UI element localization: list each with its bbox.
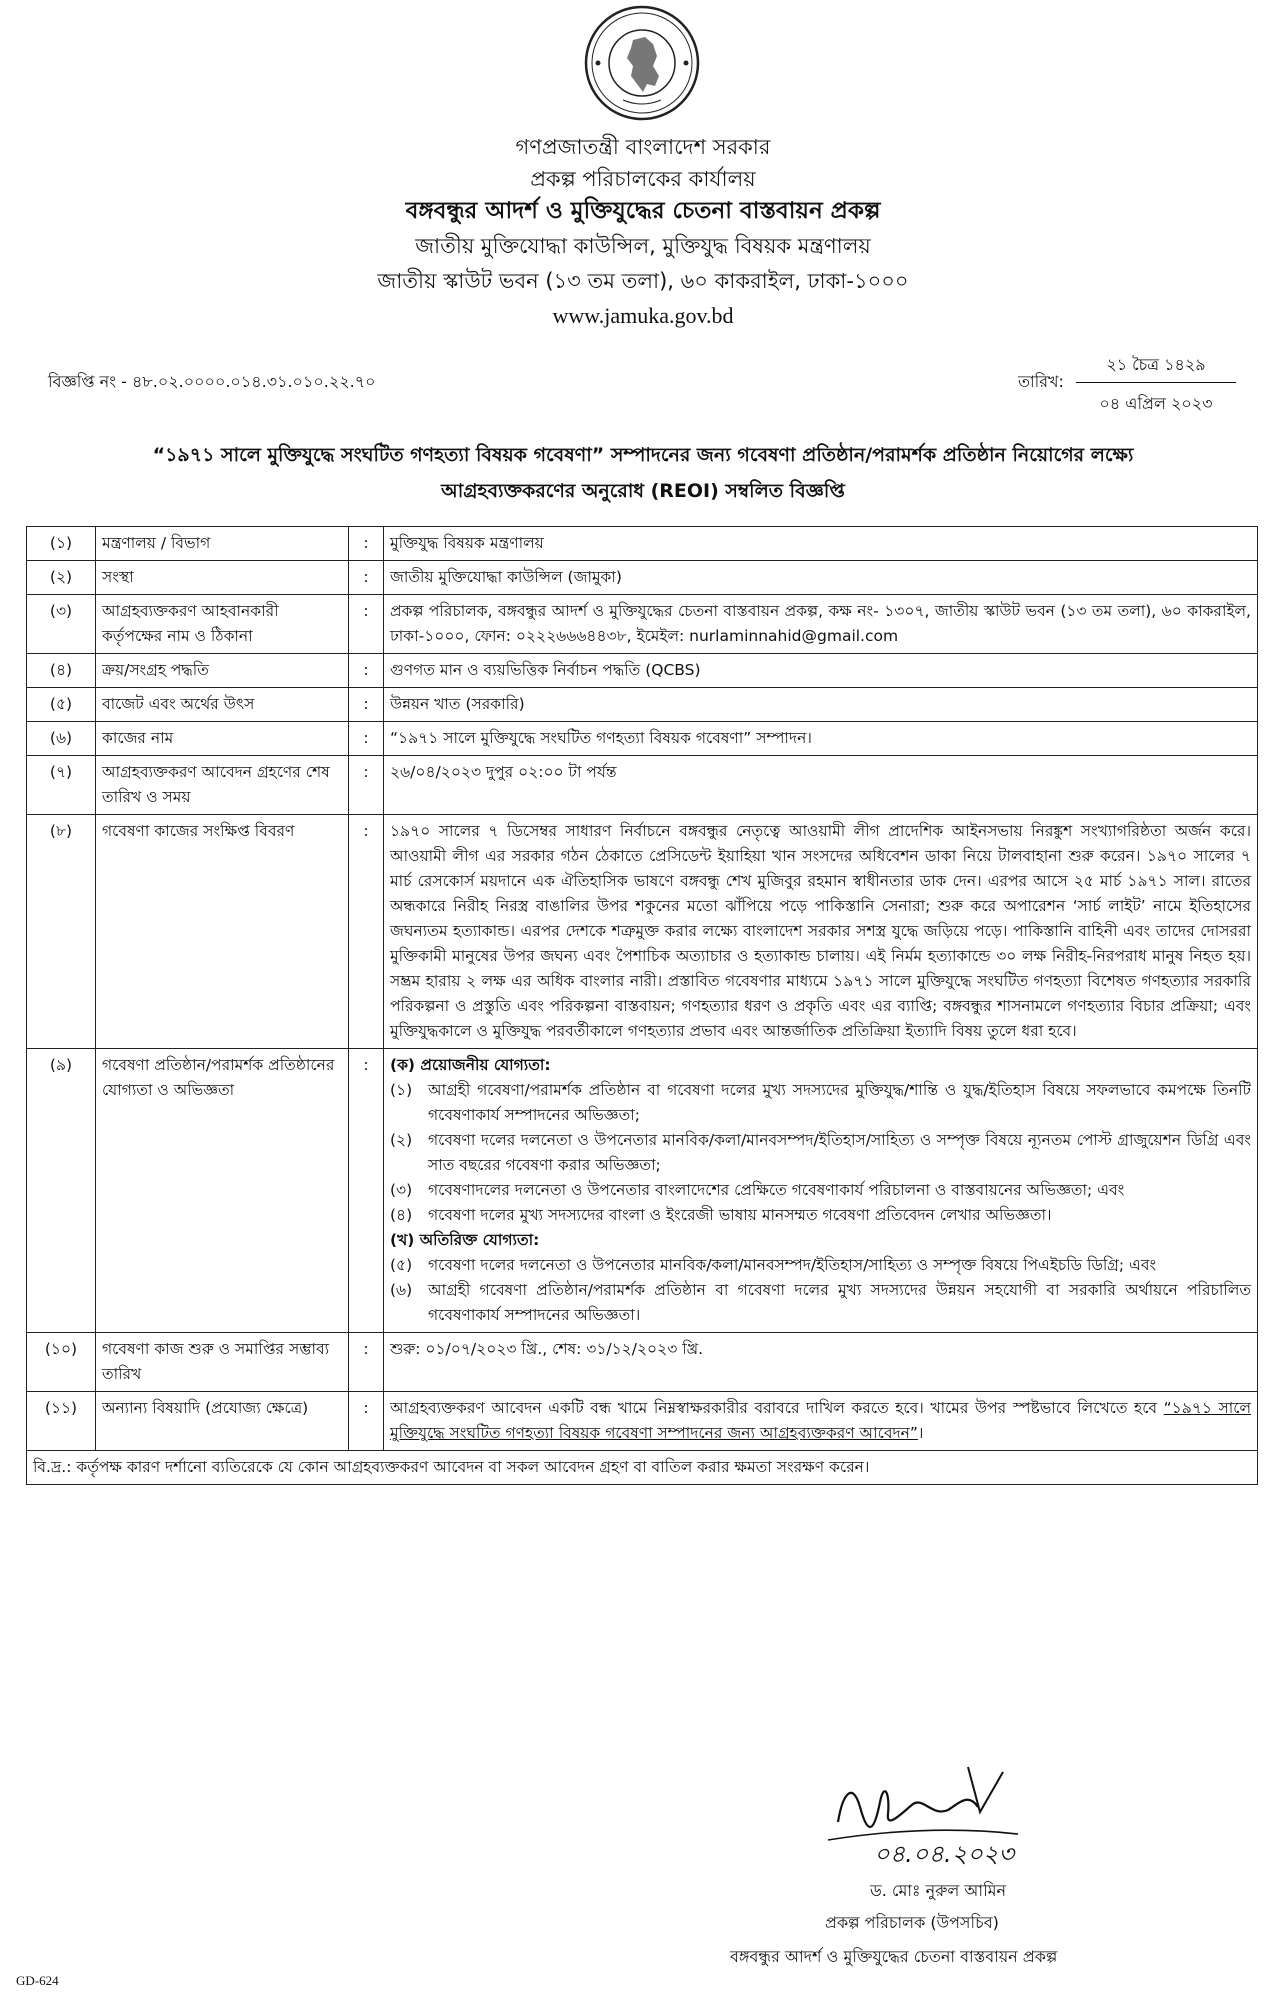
row-number: (৪) xyxy=(27,654,96,688)
table-row xyxy=(27,1049,1258,1333)
list-item xyxy=(390,1078,1251,1128)
table-row xyxy=(27,595,1258,654)
row-colon: : xyxy=(349,561,384,595)
row-colon: : xyxy=(349,1392,384,1451)
row-value: ২৬/০৪/২০২৩ দুপুর ০২:০০ টা পর্যন্ত xyxy=(384,756,1258,815)
additional-qualifications-heading: (খ) অতিরিক্ত যোগ্যতা: xyxy=(390,1231,540,1249)
row-number: (১) xyxy=(27,527,96,561)
signatory-name: ড. মোঃ নুরুল আমিন xyxy=(870,1881,1007,1900)
row-colon: : xyxy=(349,527,384,561)
list-item xyxy=(390,1128,1251,1178)
table-row xyxy=(27,561,1258,595)
website-link[interactable]: www.jamuka.gov.bd xyxy=(552,303,734,328)
row-label: সংস্থা xyxy=(96,561,349,595)
item-text: গবেষণা দলের দলনেতা ও উপনেতার মানবিক/কলা/মানবসম্পদ/ইতিহাস/সাহিত্য ও সম্পৃক্ত বিষয়ে ন্যূনতম পোস্ট গ্রাজুয়েশন ডিগ্রি এবং সাত বছরের গবেষণা করার অভিজ্ঞতা; xyxy=(428,1131,1251,1174)
row-label: আগ্রহব্যক্তকরণ আবেদন গ্রহণের শেষ তারিখ ও সময় xyxy=(96,756,349,815)
row-value: গুণগত মান ও ব্যয়ভিত্তিক নির্বাচন পদ্ধতি (QCBS) xyxy=(384,654,1258,688)
footnote: বি.দ্র.: কর্তৃপক্ষ কারণ দর্শানো ব্যতিরেকে যে কোন আগ্রহব্যক্তকরণ আবেদন বা সকল আবেদন গ্রহণ বা বাতিল করার ক্ষমতা সংরক্ষণ করেন। xyxy=(27,1451,1258,1485)
row-value: “১৯৭১ সালে মুক্তিযুদ্ধে সংঘটিত গণহত্যা বিষয়ক গবেষণা” সম্পাদন। xyxy=(384,722,1258,756)
row-number: (৭) xyxy=(27,756,96,815)
row-label: কাজের নাম xyxy=(96,722,349,756)
office-name: প্রকল্প পরিচালকের কার্যালয় xyxy=(530,167,756,191)
envelope-label-text: “১৯৭১ সালে মুক্তিযুদ্ধে সংঘটিত গণহত্যা বিষয়ক গবেষণা সম্পাদনের জন্য আগ্রহব্যক্তকরণ আবেদন” xyxy=(390,1399,1251,1442)
footer-code: GD-624 xyxy=(16,1973,59,1988)
row-colon: : xyxy=(349,595,384,654)
table-row xyxy=(27,756,1258,815)
value-suffix: । xyxy=(917,1424,924,1442)
item-text: গবেষণাদলের দলনেতা ও উপনেতার বাংলাদেশের প্রেক্ষিতে গবেষণাকার্য পরিচালনা ও বাস্তবায়নের অভিজ্ঞতা; এবং xyxy=(428,1181,1125,1199)
date-label: তারিখ: xyxy=(1018,372,1064,391)
row-label: বাজেট এবং অর্থের উৎস xyxy=(96,688,349,722)
table-row xyxy=(27,1333,1258,1392)
list-item xyxy=(390,1178,1251,1203)
signature-image xyxy=(818,1752,1038,1872)
list-item xyxy=(390,1278,1251,1328)
signature-date: ০৪.০৪.২০২৩ xyxy=(874,1840,1015,1868)
list-item xyxy=(390,1253,1251,1278)
item-number: (৫) xyxy=(390,1256,413,1274)
row-value: প্রকল্প পরিচালক, বঙ্গবন্ধুর আদর্শ ও মুক্তিযুদ্ধের চেতনা বাস্তবায়ন প্রকল্প, কক্ষ নং- ১৩০৭, জাতীয় স্কাউট ভবন (১৩ তম তলা), ৬০ কাকরাইল, ঢাকা-১০০০, ফোন: ০২২২৬৬৬৪৪৩৮, ইমেইল: nurlaminnahid@gmail.com xyxy=(384,595,1258,654)
row-number: (৫) xyxy=(27,688,96,722)
row-colon: : xyxy=(349,756,384,815)
row-label: গবেষণা কাজ শুরু ও সমাপ্তির সম্ভাব্য তারিখ xyxy=(96,1333,349,1392)
row-label: অন্যান্য বিষয়াদি (প্রযোজ্য ক্ষেত্রে) xyxy=(96,1392,349,1451)
table-row xyxy=(27,1392,1258,1451)
row-value: শুরু: ০১/০৭/২০২৩ খ্রি., শেষ: ৩১/১২/২০২৩ খ্রি. xyxy=(384,1333,1258,1392)
value-prefix: আগ্রহব্যক্তকরণ আবেদন একটি বন্ধ খামে নিম্নস্বাক্ষরকারীর বরাবরে দাখিল করতে হবে। খামের উপর স্পষ্টভাবে লিখেতে হবে xyxy=(390,1399,1164,1417)
council-ministry: জাতীয় মুক্তিযোদ্ধা কাউন্সিল, মুক্তিযুদ্ধ বিষয়ক মন্ত্রণালয় xyxy=(415,234,871,258)
item-number: (৬) xyxy=(390,1281,413,1299)
reoi-table xyxy=(26,526,1258,1485)
row-label: মন্ত্রণালয় / বিভাগ xyxy=(96,527,349,561)
item-text: আগ্রহী গবেষণা প্রতিষ্ঠান/পরামর্শক প্রতিষ্ঠান বা গবেষণা দলের মুখ্য সদস্যদের উন্নয়ন সহযোগী বা সরকারি অর্থায়নে পরিচালিত গবেষণাকার্য সম্পাদনের অভিজ্ঞতা। xyxy=(428,1281,1251,1324)
project-name: বঙ্গবন্ধুর আদর্শ ও মুক্তিযুদ্ধের চেতনা বাস্তবায়ন প্রকল্প xyxy=(405,198,881,224)
row-colon: : xyxy=(349,1333,384,1392)
row-colon: : xyxy=(349,654,384,688)
row-label: গবেষণা প্রতিষ্ঠান/পরামর্শক প্রতিষ্ঠানের যোগ্যতা ও অভিজ্ঞতা xyxy=(96,1049,349,1333)
date-gregorian: ০৪ এপ্রিল ২০২৩ xyxy=(1099,394,1213,413)
row-number: (৯) xyxy=(27,1049,96,1333)
govt-name: গণপ্রজাতন্ত্রী বাংলাদেশ সরকার xyxy=(515,135,771,159)
row-value: জাতীয় মুক্তিযোদ্ধা কাউন্সিল (জামুকা) xyxy=(384,561,1258,595)
date-block xyxy=(1076,352,1236,418)
item-number: (৩) xyxy=(390,1181,413,1199)
qualifications-cell xyxy=(384,1049,1258,1333)
table-row xyxy=(27,815,1258,1049)
list-item xyxy=(390,1203,1251,1228)
row-value: ১৯৭০ সালের ৭ ডিসেম্বর সাধারণ নির্বাচনে বঙ্গবন্ধুর নেতৃত্বে আওয়ামী লীগ প্রাদেশিক আইনসভায় নিরঙ্কুশ সংখ্যাগরিষ্ঠতা অর্জন করে। আওয়ামী লীগ এর সরকার গঠন ঠেকাতে প্রেসিডেন্ট ইয়াহিয়া খান সংসদের অধিবেশন ডাকা নিয়ে টালবাহানা শুরু করেন। ১৯৭০ সালের ৭ মার্চ রেসকোর্স ময়দানে এক ঐতিহাসিক ভাষণে বঙ্গবন্ধু শেখ মুজিবুর রহমান স্বাধীনতার ডাক দেন। এরপর আসে ২৫ মার্চ ১৯৭১ সাল। রাতের অন্ধকারে নিরীহ নিরস্ত্র বাঙালির উপর শকুনের মতো ঝাঁপিয়ে পড়ে পাকিস্তানি সেনারা; শুরু করে অপারেশন ‘সার্চ লাইট’ নামে ইতিহাসের জঘন্যতম হত্যাকান্ড। এরপর দেশকে শত্রুমুক্ত করার লক্ষ্যে বাংলাদেশ সরকার সশস্ত্র যুদ্ধে জড়িয়ে পড়ে। পাকিস্তানি বাহিনী এবং তাদের দোসররা মুক্তিকামী মানুষের উপর জঘন্য এবং পৈশাচিক অত্যাচার ও হত্যাকান্ড চালায়। এই নির্মম হত্যাকান্ডে ৩০ লক্ষ নিরীহ-নিরপরাধ মানুষ নিহত হয়। সম্ভ্রম হারায় ২ লক্ষ এর অধিক বাংলার নারী। প্রস্তাবিত গবেষণার মাধ্যমে ১৯৭১ সালে মুক্তিযুদ্ধে সংঘটিত গণহত্যা বিশেষত গণহত্যার সরকারি পরিকল্পনা ও প্রস্তুতি এবং পরিকল্পনা বাস্তবায়ন; গণহত্যার ধরণ ও প্রকৃতি এবং এর ব্যাপ্তি; বঙ্গবন্ধুর শাসনামলে গণহত্যার বিচার প্রক্রিয়া; এবং মুক্তিযুদ্ধকালে ও মুক্তিযুদ্ধ পরবর্তীকালে গণহত্যার প্রভাব এবং আন্তর্জাতিক প্রতিক্রিয়া ইত্যাদি বিষয় তুলে ধরা হবে। xyxy=(384,815,1258,1049)
row-colon: : xyxy=(349,722,384,756)
signatory-project: বঙ্গবন্ধুর আদর্শ ও মুক্তিযুদ্ধের চেতনা বাস্তবায়ন প্রকল্প xyxy=(730,1947,1058,1966)
item-text: গবেষণা দলের দলনেতা ও উপনেতার মানবিক/কলা/মানবসম্পদ/ইতিহাস/সাহিত্য ও সম্পৃক্ত বিষয়ে পিএইচডি ডিগ্রি; এবং xyxy=(428,1256,1157,1274)
row-label: আগ্রহব্যক্তকরণ আহবানকারী কর্তৃপক্ষের নাম ও ঠিকানা xyxy=(96,595,349,654)
bangladesh-govt-seal-icon xyxy=(583,4,701,122)
row-label: গবেষণা কাজের সংক্ষিপ্ত বিবরণ xyxy=(96,815,349,1049)
item-text: আগ্রহী গবেষণা/পরামর্শক প্রতিষ্ঠান বা গবেষণা দলের মুখ্য সদস্যদের মুক্তিযুদ্ধ/শান্তি ও যুদ্ধ/ইতিহাস বিষয়ে সফলভাবে কমপক্ষে তিনটি গবেষণাকার্য সম্পাদনের অভিজ্ঞতা; xyxy=(428,1081,1251,1124)
row-number: (৬) xyxy=(27,722,96,756)
row-number: (৮) xyxy=(27,815,96,1049)
table-row xyxy=(27,688,1258,722)
row-value: মুক্তিযুদ্ধ বিষয়ক মন্ত্রণালয় xyxy=(384,527,1258,561)
row-value: উন্নয়ন খাত (সরকারি) xyxy=(384,688,1258,722)
item-text: গবেষণা দলের মুখ্য সদস্যদের বাংলা ও ইংরেজী ভাষায় মানসম্মত গবেষণা প্রতিবেদন লেখার অভিজ্ঞতা। xyxy=(428,1206,1052,1224)
item-number: (১) xyxy=(390,1081,413,1099)
row-label: ক্রয়/সংগ্রহ পদ্ধতি xyxy=(96,654,349,688)
notice-title-line1: “১৯৭১ সালে মুক্তিযুদ্ধে সংঘটিত গণহত্যা বিষয়ক গবেষণা” সম্পাদনের জন্য গবেষণা প্রতিষ্ঠান/পরামর্শক প্রতিষ্ঠান নিয়োগের লক্ষ্যে xyxy=(152,444,1134,466)
table-row xyxy=(27,527,1258,561)
required-qualifications-heading: (ক) প্রয়োজনীয় যোগ্যতা: xyxy=(390,1056,551,1074)
row-colon: : xyxy=(349,688,384,722)
date-bangla: ২১ চৈত্র ১৪২৯ xyxy=(1076,352,1236,383)
memo-number: বিজ্ঞপ্তি নং - ৪৮.০২.০০০০.০১৪.৩১.০১০.২২.৭০ xyxy=(48,372,376,391)
row-number: (৩) xyxy=(27,595,96,654)
row-value xyxy=(384,1392,1258,1451)
table-row xyxy=(27,722,1258,756)
row-number: (১০) xyxy=(27,1333,96,1392)
table-row xyxy=(27,654,1258,688)
table-row xyxy=(27,1451,1258,1485)
row-number: (২) xyxy=(27,561,96,595)
row-number: (১১) xyxy=(27,1392,96,1451)
row-colon: : xyxy=(349,1049,384,1333)
item-number: (২) xyxy=(390,1131,413,1149)
notice-title-line2: আগ্রহব্যক্তকরণের অনুরোধ (REOI) সম্বলিত বিজ্ঞপ্তি xyxy=(441,480,845,502)
office-address: জাতীয় স্কাউট ভবন (১৩ তম তলা), ৬০ কাকরাইল, ঢাকা-১০০০ xyxy=(377,269,909,293)
row-colon: : xyxy=(349,815,384,1049)
signatory-designation: প্রকল্প পরিচালক (উপসচিব) xyxy=(825,1913,999,1932)
item-number: (৪) xyxy=(390,1206,413,1224)
